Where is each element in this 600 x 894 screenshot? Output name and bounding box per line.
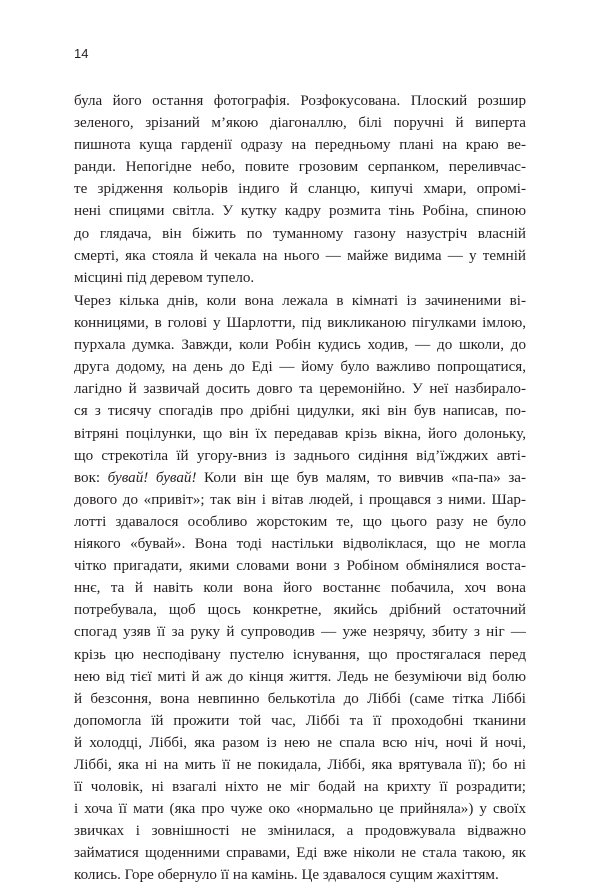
- text-line: ся з тисячу спогадів про дрібні цидулки, які він був написав, по-: [74, 403, 526, 420]
- text-line: смерті, яка стояла й чекала на нього — майже видима — у темній: [74, 247, 526, 264]
- text-line: зеленого, зрізаний м’якою діагоналлю, білі поручні й виперта: [74, 115, 526, 132]
- text-line: чітко пригадати, якими словами вони з Робіном обмінялися воста-: [74, 558, 526, 575]
- text-line: її чоловік, ні взагалі ніхто не міг бодай на крихту її розрадити;: [74, 779, 526, 796]
- text-line: конницями, в голові у Шарлотти, під викликаною пігулками імлою,: [74, 315, 526, 332]
- text-line: що стрекотіла їй угору-вниз із заднього сидіння від’їжджих авті-: [74, 447, 526, 464]
- text-line: друга додому, на день до Еді — йому було важливо попрощатися,: [74, 359, 526, 376]
- text-line: вітряні поцілунки, що він їх передавав крізь вікна, його долоньку,: [74, 425, 526, 442]
- text-line: й безсоння, вона невпинно белькотіла до Ліббі (саме тітка Ліббі: [74, 690, 526, 707]
- page-number: 14: [74, 46, 89, 61]
- text-line: ранди. Непогідне небо, повите грозовим серпанком, переливчас-: [74, 159, 526, 176]
- text-line: пурхала думка. Завжди, коли Робін кудись ходив, — до школи, до: [74, 337, 526, 354]
- text-line: пишнота куща гарденії одразу на передньому плані на краю ве-: [74, 137, 526, 154]
- text-line: місцині під деревом тупело.: [74, 269, 255, 286]
- text-line: лотті здавалося особливо жорстоким те, що цього разу не було: [74, 513, 526, 530]
- paragraph-1: [74, 90, 526, 289]
- paragraph-2: [74, 290, 526, 887]
- text-line: до глядача, він біжить по туманному газону назустріч власній: [74, 225, 526, 242]
- text-line: спогад узяв її за руку й супроводив — уже незрячу, збиту з ніг —: [74, 624, 526, 641]
- text-line: була його остання фотографія. Розфокусована. Плоский розшир: [74, 93, 526, 109]
- text-line: і хоча її мати (яка про чуже око «нормально це прийняла») у своїх: [74, 801, 526, 818]
- text-line: Ліббі, яка ні на мить її не покидала, Ліббі, яка врятувала її); бо ні: [74, 756, 526, 773]
- text-line: вок: бувай! бувай! Коли він ще був малям, то вивчив «па-па» за-: [74, 469, 527, 486]
- text-line: те зрідження кольорів індиго й сланцю, кипучі хмари, опромі-: [74, 181, 526, 198]
- text-line: потребувала, щоб щось конкретне, якийсь дрібний остаточний: [74, 602, 526, 619]
- text-line: звичках і зовнішності не змінилася, а продовжувала відважно: [74, 823, 526, 840]
- text-line: ннє, та й навіть коли вона його востаннє побачила, хоч вона: [74, 580, 526, 597]
- text-line: нею від тієї миті й аж до кінця життя. Ледь не безуміючи від болю: [74, 668, 526, 685]
- text-line: нені спицями світла. У кутку кадру розмита тінь Робіна, спиною: [74, 203, 526, 220]
- text-line: колись. Горе обернуло її на камінь. Це здавалося сущим жахіттям.: [74, 867, 499, 884]
- text-line: й холодці, Ліббі, яка разом із нею не спала всю ніч, ночі й ночі,: [74, 734, 526, 751]
- text-line: дового до «привіт»; так він і вітав людей, і прощався з ними. Шар-: [74, 491, 526, 508]
- text-line: ніякого «бувай». Вона тоді настільки відволіклася, що не могла: [74, 536, 526, 553]
- text-line: лагідно й зазвичай досить довго та церемонійно. У неї назбирало-: [74, 381, 526, 398]
- text-line: займатися щоденними справами, Еді вже ніколи не стала такою, як: [74, 845, 526, 862]
- text-line: крізь цю несподівану пустелю існування, що простягалася перед: [74, 646, 526, 663]
- text-line: Через кілька днів, коли вона лежала в кімнаті із зачиненими ві-: [74, 293, 526, 309]
- text-line: допомогла їй прожити той час, Ліббі та її проходобні тканини: [74, 712, 526, 729]
